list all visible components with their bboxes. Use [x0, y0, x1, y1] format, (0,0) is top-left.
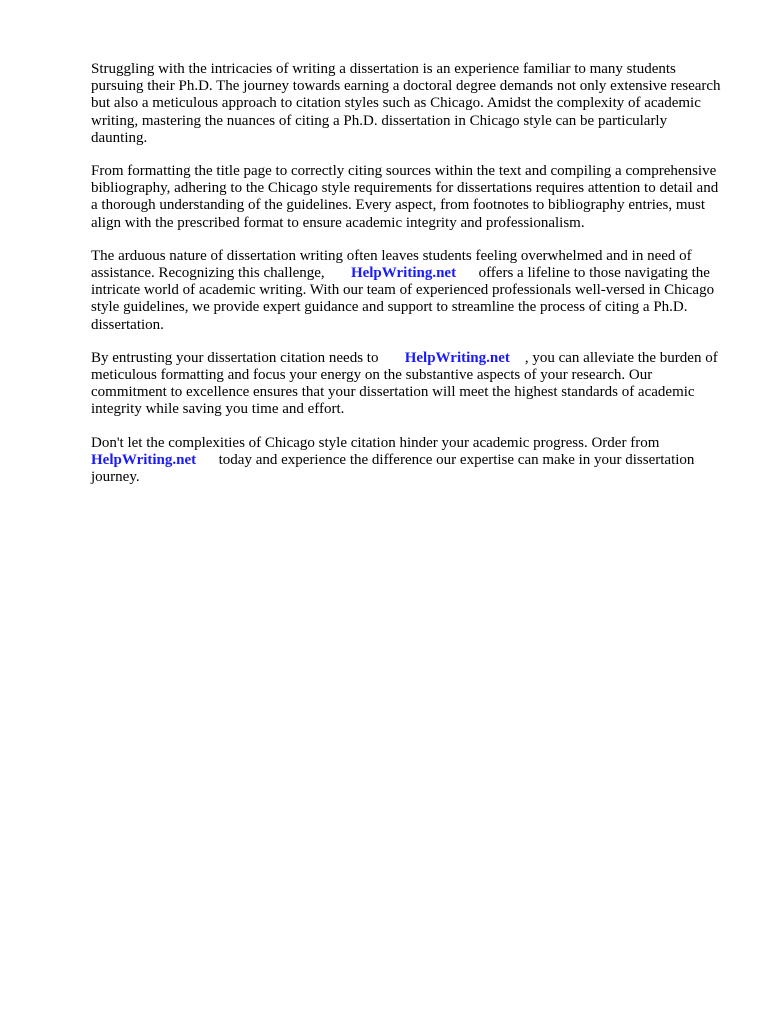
helpwriting-link[interactable]: HelpWriting.net	[404, 349, 510, 366]
paragraph-order	[91, 435, 721, 487]
paragraph-assistance-text-before: The arduous nature of dissertation writing often leaves students feeling overwhelmed and in need of assistance. Recognizing this challenge,	[91, 247, 692, 282]
helpwriting-link[interactable]: HelpWriting.net	[91, 451, 197, 468]
document-page	[91, 61, 721, 486]
paragraph-assistance-text-after: offers a lifeline to those navigating the intricate world of academic writing. With our team of experienced professionals well-versed in Chicago style guidelines, we provide expert guidance and support to streamline the process of citing a Ph.D. dissertation.	[91, 265, 715, 333]
paragraph-intro: Struggling with the intricacies of writing a dissertation is an experience familiar to many students pursuing their Ph.D. The journey towards earning a doctoral degree demands not only extensive research but also a meticulous approach to citation styles such as Chicago. Amidst the complexity of academic writing, mastering the nuances of citing a Ph.D. dissertation in Chicago style can be particularly daunting.	[91, 61, 721, 146]
paragraph-assistance	[91, 248, 721, 334]
paragraph-entrusting-text-before: By entrusting your dissertation citation needs to	[91, 349, 379, 366]
paragraph-order-text-before: Don't let the complexities of Chicago style citation hinder your academic progress. Order from	[91, 434, 660, 451]
helpwriting-link[interactable]: HelpWriting.net	[350, 265, 457, 282]
paragraph-order-text-after: today and experience the difference our expertise can make in your dissertation journey.	[91, 451, 695, 486]
paragraph-entrusting-text-after: , you can alleviate the burden of meticulous formatting and focus your energy on the substantive aspects of your research. Our commitment to excellence ensures that your dissertation will meet the highest standards of academic integrity while saving you time and effort.	[91, 349, 718, 418]
paragraph-formatting: From formatting the title page to correctly citing sources within the text and compiling a comprehensive bibliography, adhering to the Chicago style requirements for dissertations requires attention to detail and a thorough understanding of the guidelines. Every aspect, from footnotes to bibliography entries, must align with the prescribed format to ensure academic integrity and professionalism.	[91, 163, 719, 231]
paragraph-entrusting	[91, 350, 721, 419]
